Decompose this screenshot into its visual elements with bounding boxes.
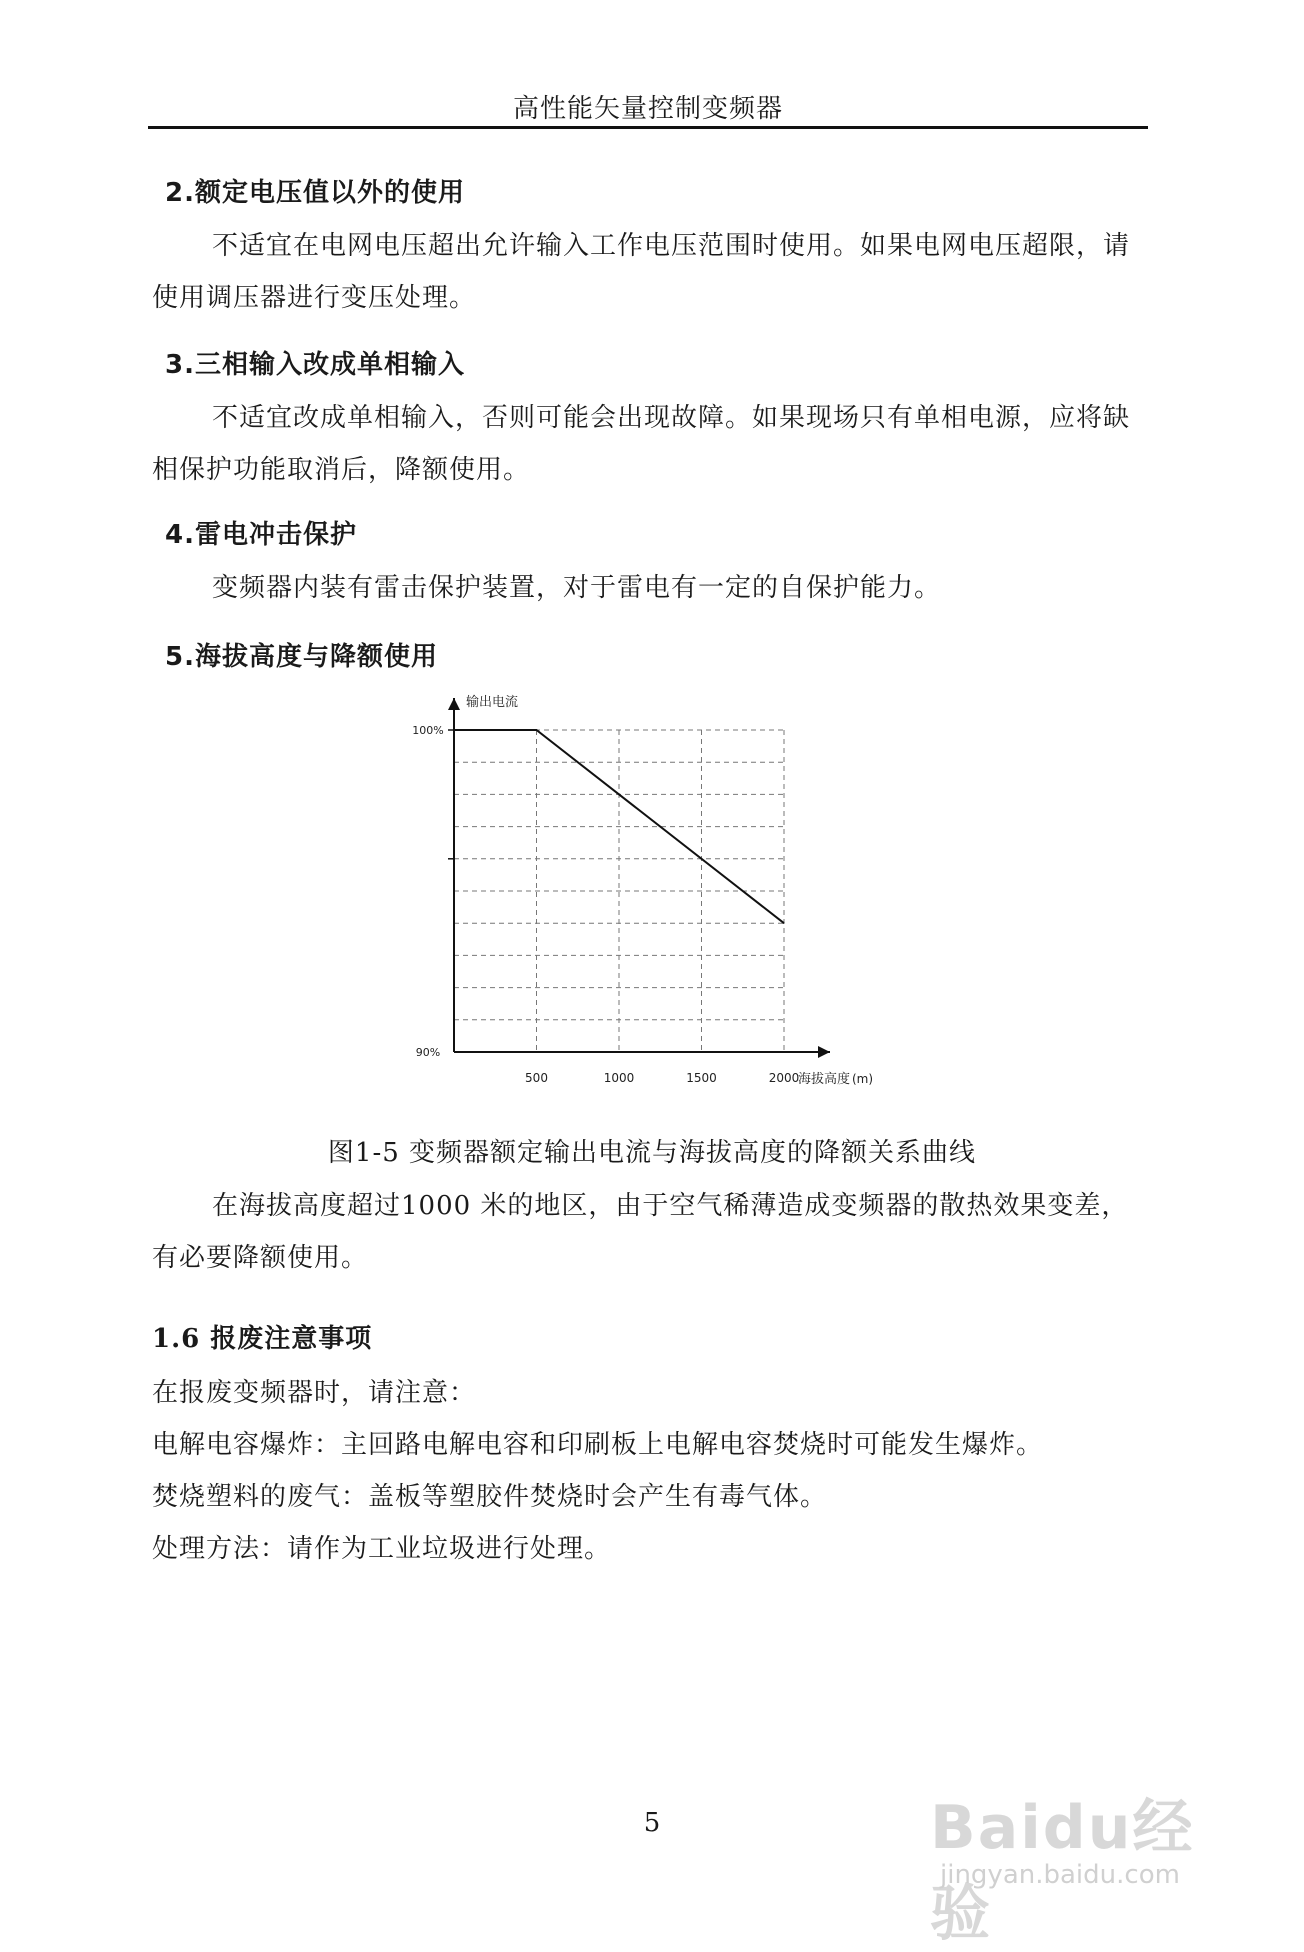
- watermark-brand: Baidu经验: [930, 1793, 1195, 1949]
- watermark-url: jingyan.baidu.com: [940, 1860, 1180, 1890]
- section-heading-5: 5.海拔高度与降额使用: [165, 642, 438, 672]
- x-tick-label: 2000: [768, 1071, 800, 1085]
- chart-y-axis-label: 输出电流: [466, 695, 519, 710]
- x-tick-label: 500: [525, 1071, 548, 1085]
- page-number: 5: [643, 1808, 661, 1838]
- section-body-4: 变频器内装有雷击保护装置，对于雷电有一定的自保护能力。: [212, 573, 942, 603]
- chart-y-tick-labels: [412, 724, 443, 1059]
- chart-x-tick-labels: [525, 1071, 799, 1085]
- chart-axes: [448, 698, 830, 1058]
- chart-x-axis-label: 海拔高度: [798, 1072, 851, 1087]
- x-tick-label: 1000: [603, 1071, 635, 1085]
- section-body-3: 不适宜改成单相输入，否则可能会出现故障。如果现场只有单相电源，应将缺相保护功能取消后，降额使用。: [152, 403, 1131, 485]
- page-header: 高性能矢量控制变频器: [512, 94, 783, 124]
- y-tick-label: 90%: [415, 1046, 441, 1059]
- list-item: 处理方法：请作为工业垃圾进行处理。: [152, 1534, 612, 1564]
- figure-caption: 图1-5 变频器额定输出电流与海拔高度的降额关系曲线: [327, 1138, 977, 1168]
- x-tick-label: 1500: [686, 1071, 717, 1085]
- derating-chart: [400, 680, 920, 1100]
- after-figure-paragraph: 在海拔高度超过1000 米的地区，由于空气稀薄造成变频器的散热效果变差，有必要降额使用。: [152, 1191, 1129, 1273]
- baidu-watermark: [930, 1760, 1230, 1949]
- section-title-1-6: 1.6 报废注意事项: [152, 1324, 373, 1354]
- chart-grid: [454, 730, 784, 1052]
- chart-x-axis-unit: (m): [852, 1072, 874, 1086]
- list-item: 焚烧塑料的废气：盖板等塑胶件焚烧时会产生有毒气体。: [152, 1482, 828, 1512]
- list-item: 电解电容爆炸：主回路电解电容和印刷板上电解电容焚烧时可能发生爆炸。: [152, 1430, 1044, 1460]
- x-axis-arrow: [818, 1046, 830, 1058]
- y-tick-label: 100%: [412, 724, 444, 737]
- section-heading-2: 2.额定电压值以外的使用: [165, 178, 465, 208]
- y-axis-arrow: [448, 698, 460, 710]
- section-body-2: 不适宜在电网电压超出允许输入工作电压范围时使用。如果电网电压超限，请使用调压器进行变压处理。: [152, 231, 1131, 313]
- section-heading-4: 4.雷电冲击保护: [165, 520, 357, 550]
- list-item: 在报废变频器时，请注意：: [152, 1378, 477, 1408]
- section-heading-3: 3.三相输入改成单相输入: [165, 350, 465, 380]
- header-divider: [148, 126, 1148, 129]
